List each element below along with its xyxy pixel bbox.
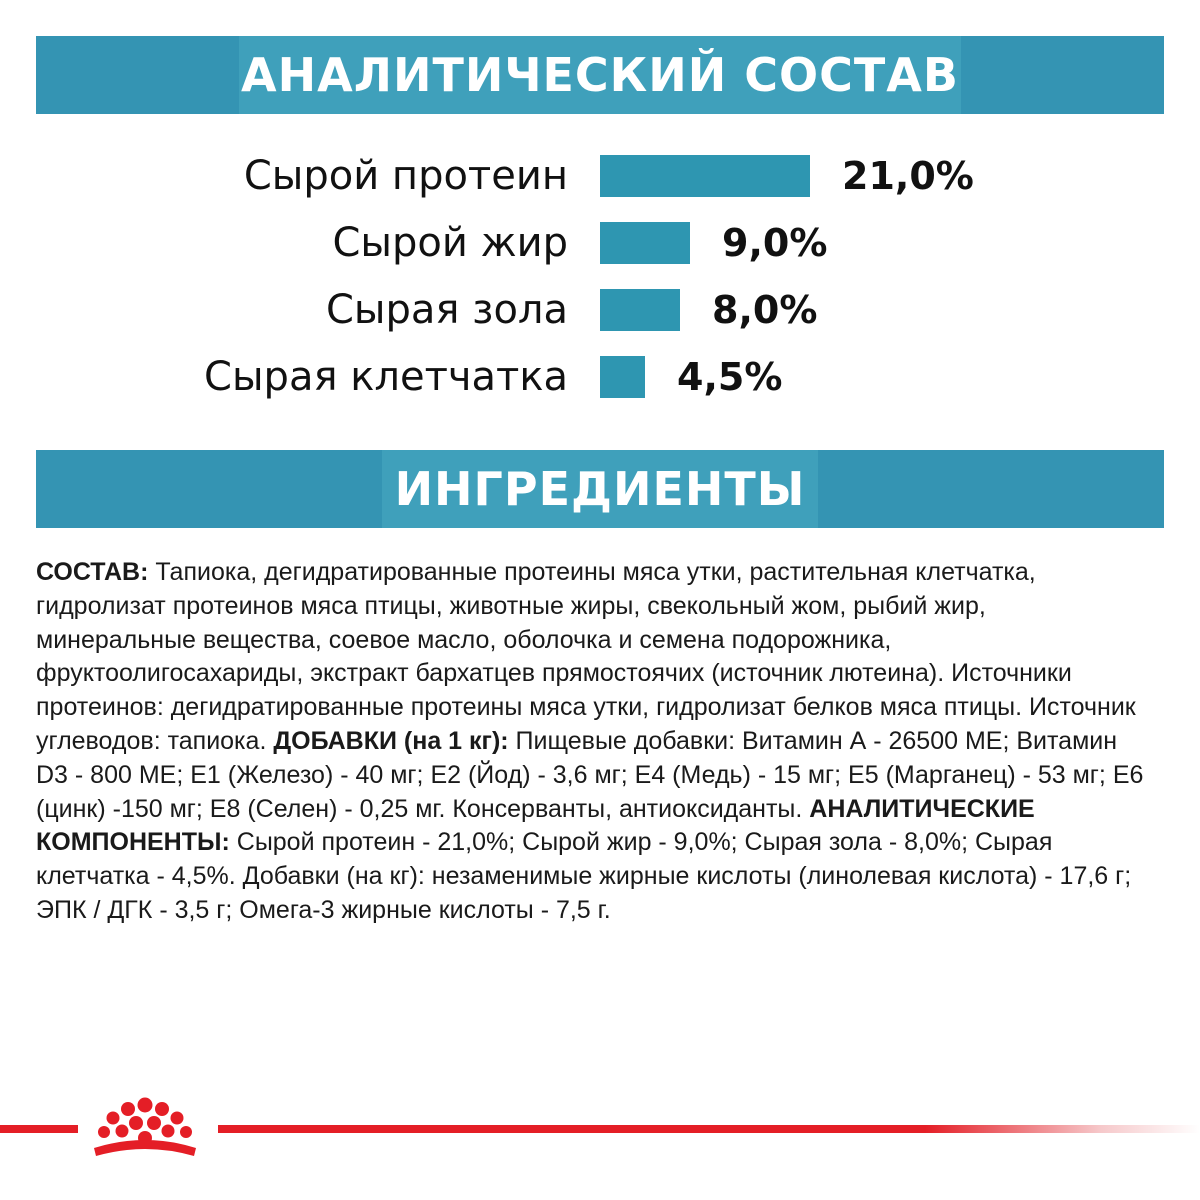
bar-category-label: Сырая зола (325, 287, 568, 333)
ingredients-text (36, 556, 1146, 928)
chart-row (0, 346, 1200, 408)
crown-icon (82, 1092, 208, 1162)
ingredients-title: ИНГРЕДИЕНТЫ (382, 450, 818, 528)
bar (600, 155, 810, 197)
bar (600, 289, 680, 331)
additives-text: Пищевые добавки: Витамин А - 26500 МЕ; Витамин D3 - 800 МЕ; Е1 (Железо) - 40 мг; Е2 (Йод) - 3,6 мг; Е4 (Медь) - 15 мг; Е5 (Марганец) - 53 мг; Е6 (цинк) -150 мг; Е8 (Селен) - 0,25 мг. Консерванты, антиоксиданты. (36, 726, 1144, 823)
ingredients-banner (36, 450, 1164, 528)
analytical-components-label: АНАЛИТИЧЕСКИЕ КОМПОНЕНТЫ: (36, 794, 1035, 857)
composition-text: Тапиока, дегидратированные протеины мяса утки, растительная клетчатка, гидролизат протеинов мяса птицы, животные жиры, свекольный жом, рыбий жир, минеральные вещества, соевое масло, оболочка и семена подорожника, фруктоолигосахариды, экстракт бархатцев прямостоячих (источник лютеина). Источники протеинов: дегидратированные протеины мяса утки, гидролизат белков мяса птицы. Источник углеводов: тапиока. (36, 558, 1136, 755)
chart-row (0, 212, 1200, 274)
analytical-components-text: Сырой протеин - 21,0%; Сырой жир - 9,0%; Сырая зола - 8,0%; Сырая клетчатка - 4,5%. Добавки (на кг): незаменимые жирные кислоты (линолевая кислота) - 17,6 г; ЭПК / ДГК - 3,5 г; Омега-3 жирные кислоты - 7,5 г. (36, 828, 1132, 924)
bar (600, 356, 645, 398)
composition-label: СОСТАВ: (36, 558, 149, 586)
bar-value-label: 4,5% (677, 355, 783, 399)
footer-red-line-left (0, 1125, 78, 1133)
bar-value-label: 9,0% (722, 221, 828, 265)
chart-row (0, 279, 1200, 341)
analytical-composition-banner (36, 36, 1164, 114)
bar-category-label: Сырой протеин (243, 153, 568, 199)
chart-row (0, 145, 1200, 207)
analytical-composition-title: АНАЛИТИЧЕСКИЙ СОСТАВ (239, 36, 961, 114)
bar-category-label: Сырая клетчатка (204, 354, 568, 400)
bar (600, 222, 690, 264)
footer-red-line-right (218, 1125, 1200, 1133)
bar-value-label: 8,0% (712, 288, 818, 332)
additives-label: ДОБАВКИ (на 1 кг): (273, 726, 509, 755)
bar-category-label: Сырой жир (332, 220, 568, 266)
bar-value-label: 21,0% (842, 154, 974, 198)
